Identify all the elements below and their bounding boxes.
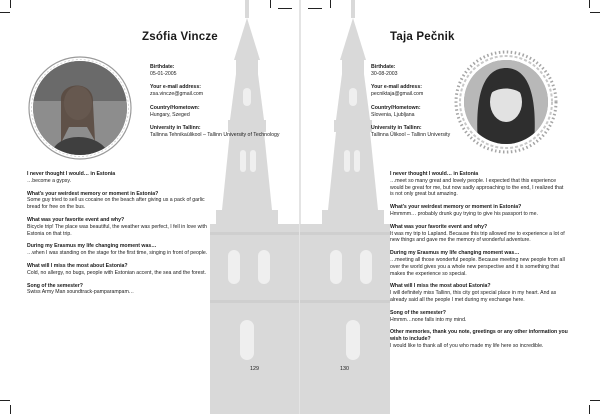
student-photo xyxy=(33,61,127,155)
question: During my Erasmus my life changing moment was… xyxy=(27,243,157,250)
info-value: Tallinna Ülikool – Tallinn University xyxy=(371,131,451,138)
info-label: Your e-mail address: xyxy=(371,84,422,91)
info-label: Birthdate: xyxy=(150,64,175,70)
qa-item xyxy=(390,224,568,244)
question: What was your favorite event and why? xyxy=(27,216,125,223)
info-label: Your e-mail address: xyxy=(150,84,201,91)
questionnaire xyxy=(27,171,217,302)
qa-item xyxy=(27,217,217,237)
portrait-placeholder xyxy=(33,61,127,155)
photo-frame xyxy=(27,55,133,161)
answer: Cold, no allergy, no bugs, people with Estonian accent, the sea and the forest. xyxy=(27,269,206,276)
info-value: zsa.vincze@gmail.com xyxy=(150,91,204,98)
student-name: Taja Pečnik xyxy=(390,31,455,43)
question: I never thought I would… in Estonia xyxy=(390,171,479,177)
qa-item xyxy=(390,250,568,277)
student-photo xyxy=(464,60,548,144)
qa-item xyxy=(27,243,217,257)
info-email xyxy=(150,84,290,97)
page-number: 130 xyxy=(340,366,349,372)
answer: It was my trip to Lapland. Because this trip allowed me to experience a lot of new things and gave me the memory of wonderful adventure. xyxy=(390,230,565,244)
answer: I will definitely miss Tallinn, this city got special place in my heart. And as already said all the people I met during my exchange here. xyxy=(390,290,557,303)
student-name: Zsófia Vincze xyxy=(142,31,218,43)
question: What’s your weirdest memory or moment in Estonia? xyxy=(27,190,159,197)
info-label: Country/Hometown: xyxy=(150,104,200,111)
answer: Some guy tried to sell us cocaine on the beach after giving us a pack of garlic bread for free on the bus. xyxy=(27,197,205,211)
qa-item xyxy=(390,329,568,349)
answer: Bicycle trip! The place was beautiful, the weather was perfect, I fell in love with Estonia on that trip. xyxy=(27,223,207,237)
question: During my Erasmus my life changing moment was… xyxy=(390,250,520,257)
info-value: 05-01-2005 xyxy=(150,70,177,77)
page-number: 129 xyxy=(250,366,259,372)
info-value: Hungary, Szeged xyxy=(150,111,190,118)
info-label: Country/Hometown: xyxy=(371,104,421,111)
info-value: Tallinna Tehnikaülikool – Tallinn University of Technology xyxy=(150,131,280,138)
student-info xyxy=(150,64,290,146)
qa-item xyxy=(27,283,217,297)
info-label: University in Tallinn: xyxy=(150,125,201,132)
qa-item xyxy=(390,283,568,303)
qa-item xyxy=(390,204,568,218)
info-hometown xyxy=(150,105,290,118)
info-university xyxy=(150,125,290,138)
answer: …meeting all those wonderful people. Because meeting new people from all over the world gives you a whole new perspective and it is something that makes the experience so special. xyxy=(390,256,565,277)
info-value: pecniktaja@gmail.com xyxy=(371,91,424,98)
questionnaire xyxy=(390,171,568,356)
info-birthdate xyxy=(150,64,290,77)
question: I never thought I would… in Estonia xyxy=(27,171,116,177)
qa-item xyxy=(390,310,568,324)
question: Song of the semester? xyxy=(390,309,446,316)
answer: Swiss Army Man soundtrack-pamparampam… xyxy=(27,289,134,296)
right-page xyxy=(300,0,600,414)
qa-item xyxy=(390,171,568,198)
answer: …when I was standing on the stage for the first time, singing in front of people. xyxy=(27,250,208,257)
question: What will I miss the most about Estonia? xyxy=(390,283,491,290)
answer: …meet so many great and lovely people. I expected that this experience would be great for me, but now sadly approaching to the end, I realized that is not only great but amazing. xyxy=(390,177,564,198)
answer: …become a gypsy. xyxy=(27,177,72,184)
question: Other memories, thank you note, greetings or any other information you wish to include? xyxy=(390,329,568,343)
qa-item xyxy=(27,171,217,185)
answer: I would like to thank all of you who made my life here so incredible. xyxy=(390,342,544,349)
question: Song of the semester? xyxy=(27,282,83,289)
qa-item xyxy=(27,191,217,211)
info-label: Birthdate: xyxy=(371,64,396,70)
portrait-placeholder xyxy=(464,60,548,144)
question: What was your favorite event and why? xyxy=(390,223,488,230)
answer: Hmmmm… probably drunk guy trying to give his passport to me. xyxy=(390,210,538,217)
answer: Hmmm…none falls into my mind. xyxy=(390,316,467,323)
photo-frame xyxy=(454,50,558,154)
qa-item xyxy=(27,263,217,277)
question: What will I miss the most about Estonia? xyxy=(27,262,128,269)
info-label: University in Tallinn: xyxy=(371,125,422,132)
info-value: 30-08-2003 xyxy=(371,70,398,77)
info-value: Slovenia, Ljubljana xyxy=(371,111,415,118)
question: What’s your weirdest memory or moment in Estonia? xyxy=(390,204,522,211)
